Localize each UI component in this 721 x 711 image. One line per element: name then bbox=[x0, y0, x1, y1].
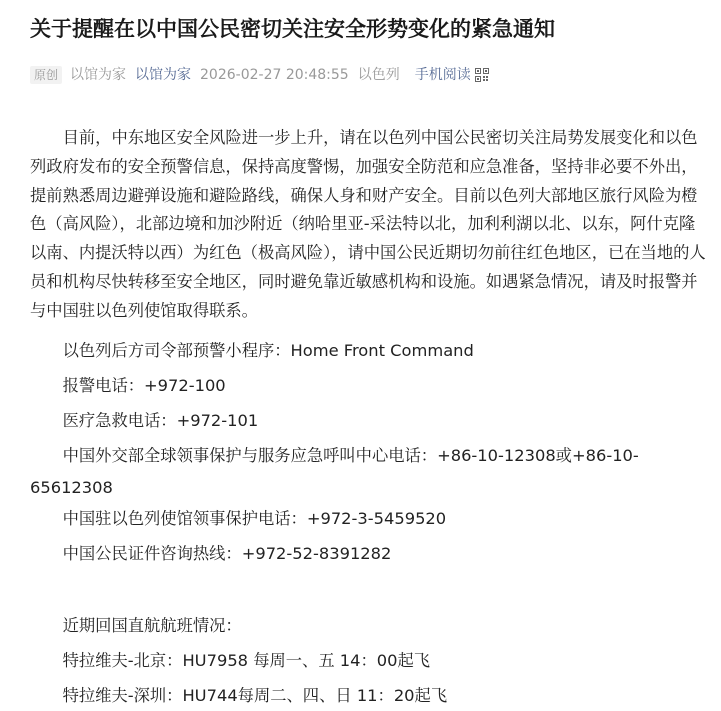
author-name: 以馆为家 bbox=[70, 67, 127, 83]
contact-line-police: 报警电话：+972-100 bbox=[62, 376, 226, 395]
article-title: 关于提醒在以中国公民密切关注安全形势变化的紧急通知 bbox=[30, 17, 555, 41]
publish-location: 以色列 bbox=[357, 67, 400, 83]
publish-datetime: 2026-02-27 20:48:55 bbox=[200, 67, 349, 83]
account-name-link[interactable]: 以馆为家 bbox=[135, 67, 192, 83]
flights-heading: 近期回国直航航班情况： bbox=[62, 616, 242, 635]
contact-line-documents: 中国公民证件咨询热线：+972-52-8391282 bbox=[62, 544, 392, 563]
article-meta bbox=[30, 64, 489, 86]
contact-line-embassy: 中国驻以色列使馆领事保护电话：+972-3-5459520 bbox=[62, 509, 447, 528]
intro-paragraph: 目前，中东地区安全风险进一步上升，请在以色列中国公民密切关注局势发展变化和以色列政府发布的安全预警信息，保持高度警惕，加强安全防范和应急准备，坚持非必要不外出，提前熟悉周边避弹设施和避险路线，确保人身和财产安全。目前以色列大部地区旅行风险为橙色（高风险），北部边境和加沙附近（纳哈里亚-采法特以北，加利利湖以北、以东，阿什克隆以南、内提沃特以西）为红色（极高风险），请中国公民近期切勿前往红色地区，已在当地的人员和机构尽快转移至安全地区，同时避免靠近敏感机构和设施。如遇紧急情况，请及时报警并与中国驻以色列使馆取得联系。 bbox=[30, 128, 706, 320]
mobile-read-link[interactable]: 手机阅读 bbox=[414, 67, 471, 83]
flight-line-shenzhen: 特拉维夫-深圳：HU744每周二、四、日 11：20起飞 bbox=[62, 686, 448, 705]
contact-line-home-front: 以色列后方司令部预警小程序：Home Front Command bbox=[62, 341, 474, 360]
qr-code-icon[interactable] bbox=[475, 68, 489, 82]
original-badge: 原创 bbox=[30, 66, 62, 84]
contact-line-medical: 医疗急救电话：+972-101 bbox=[62, 411, 259, 430]
contact-line-mfa-hotline: 中国外交部全球领事保护与服务应急呼叫中心电话：+86-10-12308或+86-10-65612308 bbox=[30, 446, 639, 497]
flight-line-beijing: 特拉维夫-北京：HU7958 每周一、五 14：00起飞 bbox=[62, 651, 431, 670]
